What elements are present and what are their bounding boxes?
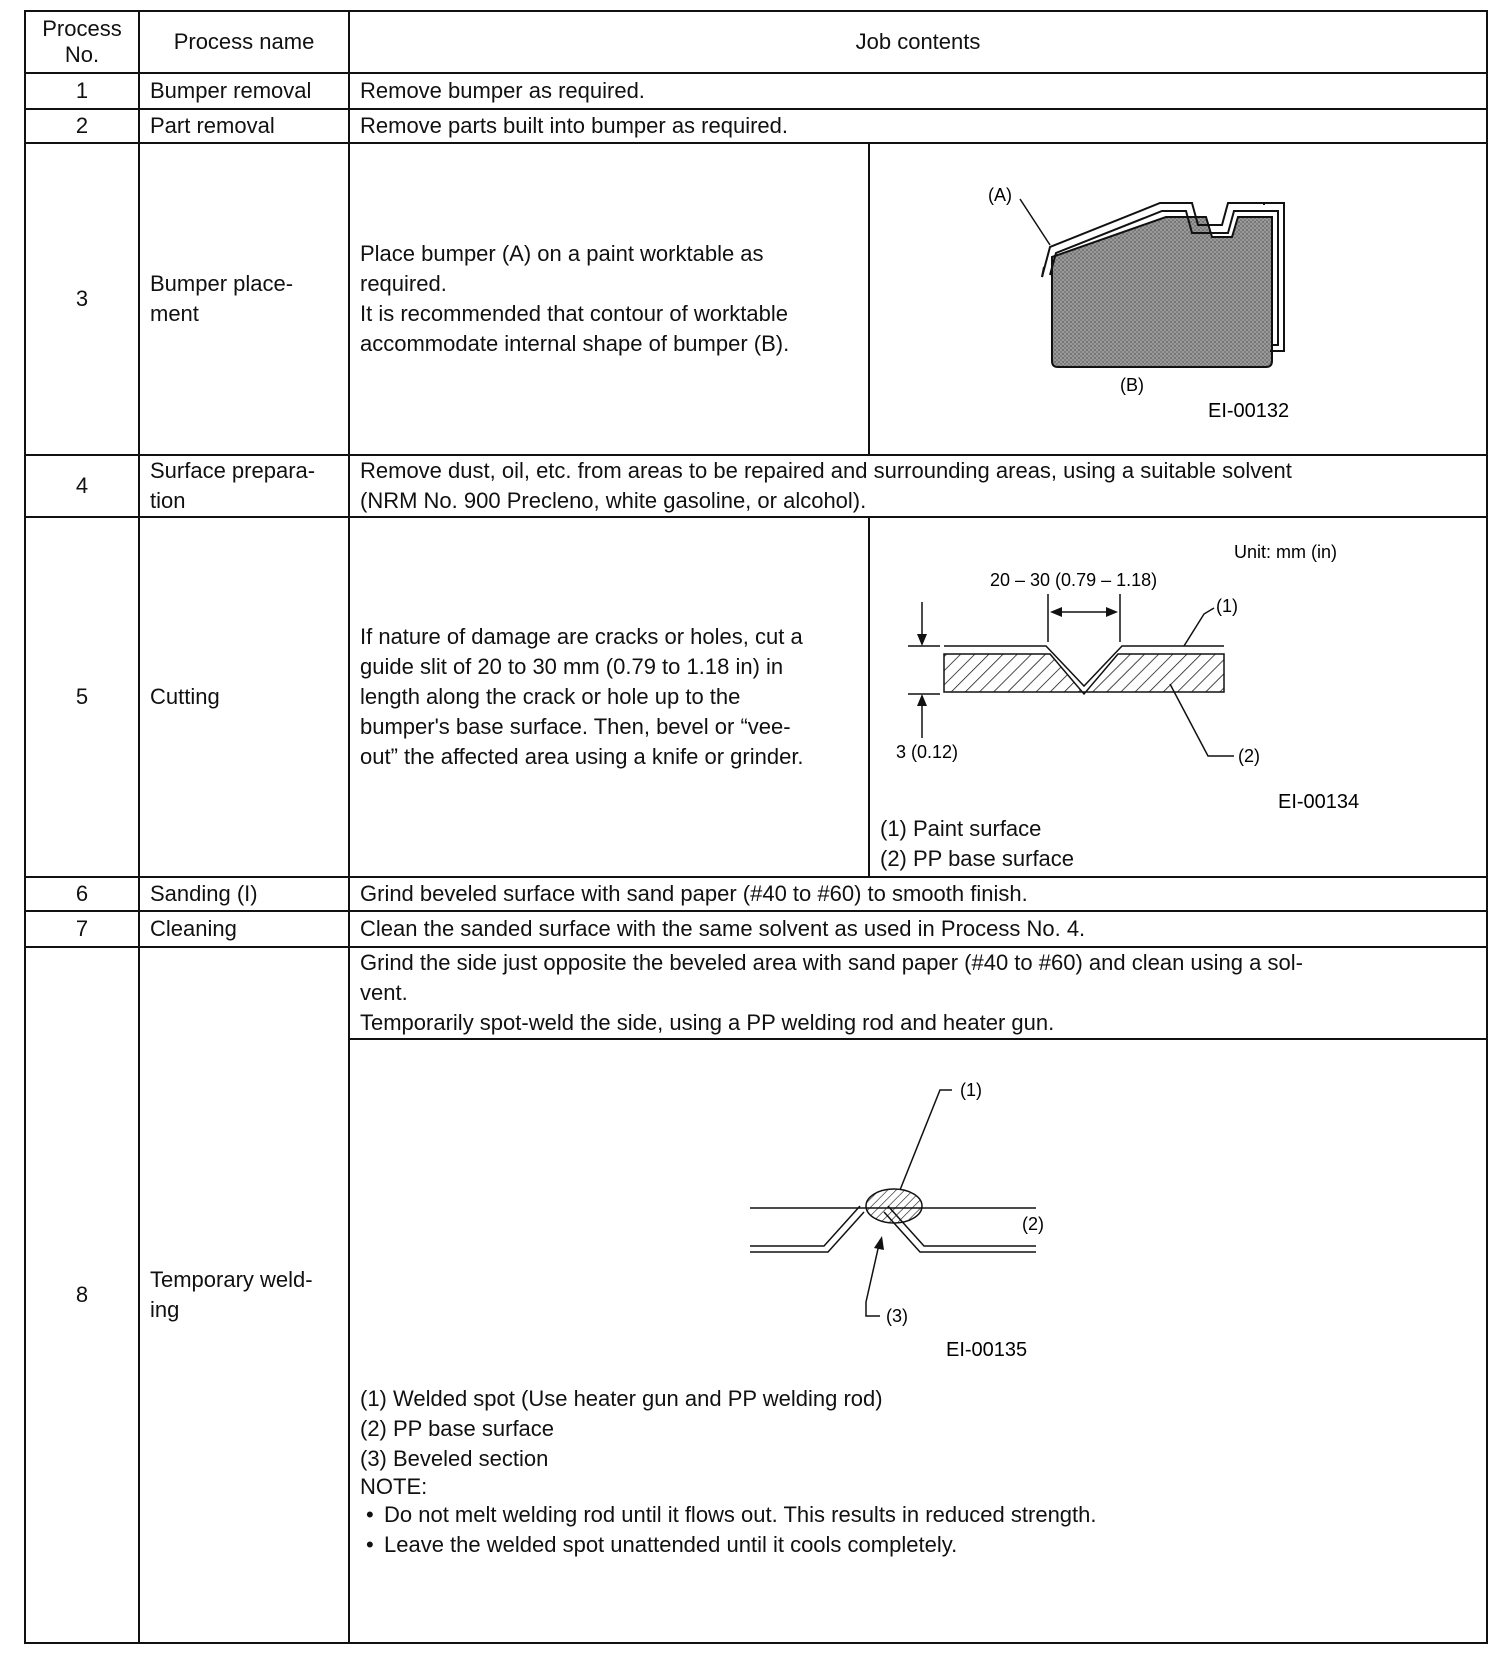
table-row — [25, 73, 1487, 109]
arrow-right-icon — [1106, 607, 1118, 617]
process-name — [139, 455, 349, 517]
leader-line-1 — [1184, 608, 1214, 646]
process-name: Sanding (I) — [139, 877, 349, 911]
figure-code: EI-00134 — [1278, 791, 1360, 813]
arrow-up-icon — [874, 1236, 884, 1250]
header-process-no-line1: Process — [42, 16, 122, 41]
leader-line-3 — [866, 1302, 880, 1316]
table-row — [25, 877, 1487, 911]
base-left-lower — [750, 1206, 860, 1246]
job-contents — [349, 455, 1487, 517]
legend-item: (2) PP base surface — [880, 846, 1075, 871]
table-row — [25, 947, 1487, 1643]
welding-figure-row — [350, 1039, 1486, 1642]
job-contents: Remove bumper as required. — [349, 73, 1487, 109]
job-contents — [349, 517, 869, 877]
process-name-line: Bumper place- — [150, 271, 294, 296]
process-name-line: Temporary weld- — [150, 1267, 313, 1292]
note-item: • Leave the welded spot unattended until it cools completely. — [360, 1530, 1486, 1560]
leader-line-2 — [1170, 684, 1234, 756]
job-line: guide slit of 20 to 30 mm (0.79 to 1.18 in) in — [360, 654, 784, 679]
label-1: (1) — [1216, 596, 1238, 616]
table-row — [25, 517, 1487, 877]
process-name: Bumper removal — [139, 73, 349, 109]
dimension-width: 20 – 30 (0.79 – 1.18) — [990, 570, 1158, 590]
legend-item: (2) PP base surface — [360, 1416, 555, 1441]
job-contents: Clean the sanded surface with the same solvent as used in Process No. 4. — [349, 911, 1487, 947]
process-name-line: ment — [150, 301, 199, 326]
header-job-contents: Job contents — [349, 11, 1487, 73]
job-line: required. — [360, 271, 447, 296]
job-line: bumper's base surface. Then, bevel or “vee- — [360, 714, 791, 739]
note-list — [360, 1500, 1486, 1560]
note-title: NOTE: — [360, 1474, 428, 1499]
welding-legend — [350, 1384, 1486, 1560]
worktable-shape — [1052, 217, 1272, 367]
cutting-diagram — [870, 518, 1484, 814]
job-line: Place bumper (A) on a paint worktable as — [360, 241, 764, 266]
unit-label: Unit: mm (in) — [1234, 542, 1337, 562]
process-name-line: ing — [150, 1297, 180, 1322]
table-row — [25, 143, 1487, 455]
header-process-no — [25, 11, 139, 73]
welding-instructions-row — [350, 948, 1486, 1039]
process-table-sheet — [24, 10, 1486, 1644]
label-3: (3) — [886, 1306, 908, 1326]
welding-subtable — [350, 948, 1486, 1642]
process-name: Cutting — [139, 517, 349, 877]
process-name — [139, 143, 349, 455]
label-a: (A) — [988, 185, 1012, 205]
legend-item: (1) Welded spot (Use heater gun and PP welding rod) — [360, 1386, 883, 1411]
header-process-no-line2: No. — [64, 42, 100, 67]
welding-instructions — [350, 948, 1486, 1039]
job-line: It is recommended that contour of worktable — [360, 301, 788, 326]
process-name-line: tion — [150, 488, 186, 513]
job-contents: Grind beveled surface with sand paper (#40 to #60) to smooth finish. — [349, 877, 1487, 911]
leader-line-1 — [900, 1090, 952, 1190]
job-line: length along the crack or hole up to the — [360, 684, 741, 709]
arrow-up-icon — [917, 694, 927, 706]
table-row — [25, 109, 1487, 143]
bumper-placement-figure-cell — [869, 143, 1487, 455]
job-line: out” the affected area using a knife or grinder. — [360, 744, 804, 769]
arrow-down-icon — [917, 634, 927, 646]
job-line: (NRM No. 900 Precleno, white gasoline, or alcohol). — [360, 488, 867, 513]
process-no: 5 — [25, 517, 139, 877]
process-no: 8 — [25, 947, 139, 1643]
arrow-line-3 — [866, 1240, 880, 1302]
process-name: Part removal — [139, 109, 349, 143]
label-2: (2) — [1238, 746, 1260, 766]
job-line: Temporarily spot-weld the side, using a PP welding rod and heater gun. — [360, 1010, 1055, 1035]
process-no: 2 — [25, 109, 139, 143]
figure-code: EI-00135 — [946, 1339, 1028, 1361]
process-no: 6 — [25, 877, 139, 911]
job-line: If nature of damage are cracks or holes, cut a — [360, 624, 803, 649]
process-no: 4 — [25, 455, 139, 517]
process-name — [139, 947, 349, 1643]
welding-diagram — [350, 1040, 1484, 1376]
cutting-figure-cell — [869, 517, 1487, 877]
label-2: (2) — [1022, 1214, 1044, 1234]
job-contents: Remove parts built into bumper as required. — [349, 109, 1487, 143]
process-name: Cleaning — [139, 911, 349, 947]
job-line: Remove dust, oil, etc. from areas to be repaired and surrounding areas, using a suitable solvent — [360, 458, 1292, 483]
header-process-name: Process name — [139, 11, 349, 73]
leader-line-a — [1020, 199, 1050, 245]
job-contents — [349, 143, 869, 455]
process-table — [24, 10, 1488, 1644]
process-no: 3 — [25, 143, 139, 455]
cutting-legend — [870, 814, 1486, 874]
legend-item: (3) Beveled section — [360, 1446, 549, 1471]
label-b: (B) — [1120, 375, 1144, 395]
table-header-row — [25, 11, 1487, 73]
label-1: (1) — [960, 1080, 982, 1100]
figure-code: EI-00132 — [1208, 400, 1290, 422]
welding-figure-cell — [350, 1039, 1486, 1642]
job-line: vent. — [360, 980, 408, 1005]
job-contents — [349, 947, 1487, 1643]
job-line: accommodate internal shape of bumper (B). — [360, 331, 790, 356]
process-no: 1 — [25, 73, 139, 109]
process-no: 7 — [25, 911, 139, 947]
note-item: • Do not melt welding rod until it flows out. This results in reduced strength. — [360, 1500, 1486, 1530]
welded-spot — [866, 1189, 922, 1223]
job-line: Grind the side just opposite the beveled area with sand paper (#40 to #60) and clean using a sol- — [360, 950, 1303, 975]
pp-base-section — [944, 654, 1224, 694]
dimension-depth: 3 (0.12) — [896, 742, 959, 762]
arrow-left-icon — [1050, 607, 1062, 617]
bumper-worktable-diagram — [870, 145, 1484, 453]
legend-item: (1) Paint surface — [880, 816, 1042, 841]
process-name-line: Surface prepara- — [150, 458, 316, 483]
table-row — [25, 455, 1487, 517]
table-row — [25, 911, 1487, 947]
